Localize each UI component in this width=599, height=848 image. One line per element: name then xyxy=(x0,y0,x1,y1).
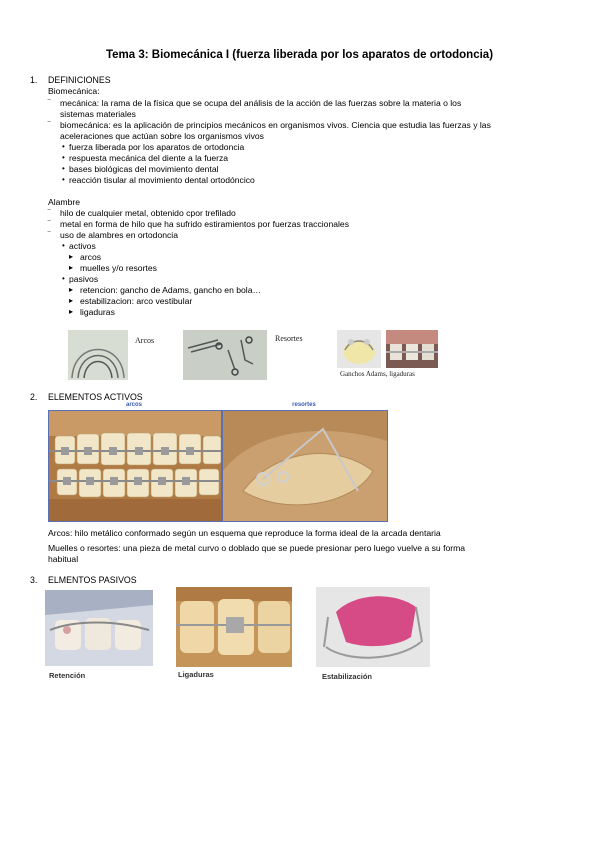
arch-wires-image xyxy=(68,330,128,380)
section-3-heading xyxy=(30,575,137,585)
caption-resortes: Resortes xyxy=(275,334,303,343)
definition-mecanica-cont: sistemas materiales xyxy=(60,109,136,119)
dash-bullet: ⁻ xyxy=(47,217,52,226)
arrow-bullet: ▸ xyxy=(69,285,74,294)
springs-illustration xyxy=(183,330,267,380)
adams-clasp-image xyxy=(337,330,381,368)
page-title: Tema 3: Biomecánica I (fuerza liberada por los aparatos de ortodoncia) xyxy=(105,49,494,61)
list-item: fuerza liberada por los aparatos de ortodoncia xyxy=(69,142,245,152)
definition-biomecanica: biomecánica: es la aplicación de principios mecánicos en organismos vivos. Ciencia que estudia las fuerzas y las xyxy=(60,120,491,130)
braces-arch-illustration xyxy=(49,411,221,521)
dash-bullet: ⁻ xyxy=(47,118,52,127)
arrow-bullet: ▸ xyxy=(69,263,74,272)
list-item: reacción tisular al movimiento dental ortodóncico xyxy=(69,175,255,185)
section-title: DEFINICIONES xyxy=(48,75,111,85)
section-2-heading xyxy=(30,392,143,402)
arrow-bullet: ▸ xyxy=(69,252,74,261)
springs-image xyxy=(183,330,267,380)
definition-muelles: Muelles o resortes: una pieza de metal curvo o doblado que se puede presionar pero luego vuelve a su forma xyxy=(48,543,466,553)
caption-arcos: Arcos xyxy=(135,336,155,345)
retention-photo xyxy=(45,590,153,666)
list-item: hilo de cualquier metal, obtenido cpor trefilado xyxy=(60,208,236,218)
dot-bullet: • xyxy=(62,175,65,184)
ligatures-photo xyxy=(176,587,292,667)
list-item: respuesta mecánica del diente a la fuerza xyxy=(69,153,229,163)
label-resortes: resortes xyxy=(292,402,316,408)
dash-bullet: ⁻ xyxy=(47,96,52,105)
list-item: ligaduras xyxy=(80,307,115,317)
dot-bullet: • xyxy=(62,164,65,173)
section-title: ELMENTOS PASIVOS xyxy=(48,575,137,585)
dot-bullet: • xyxy=(62,153,65,162)
definition-arcos: Arcos: hilo metálico conformado según un esquema que reproduce la forma ideal de la arcada dentaria xyxy=(48,528,441,538)
stabilization-illustration xyxy=(316,587,430,667)
section-number: 2. xyxy=(30,392,38,402)
arrow-bullet: ▸ xyxy=(69,296,74,305)
definition-mecanica: mecánica: la rama de la física que se ocupa del análisis de la acción de las fuerzas sobre la materia o los xyxy=(60,98,462,108)
section-number: 3. xyxy=(30,575,38,585)
caption-ganchos: Ganchos Adams, ligaduras xyxy=(340,370,415,378)
dash-bullet: ⁻ xyxy=(47,206,52,215)
list-item: estabilizacion: arco vestibular xyxy=(80,296,193,306)
list-item: metal en forma de hilo que ha sufrido estiramientos por fuerzas traccionales xyxy=(60,219,349,229)
adams-clasp-illustration xyxy=(337,330,381,368)
dot-bullet: • xyxy=(62,274,65,283)
arrow-bullet: ▸ xyxy=(69,307,74,316)
section-title: ELEMENTOS ACTIVOS xyxy=(48,392,143,402)
section-1-heading xyxy=(30,75,111,85)
list-item-pasivos: pasivos xyxy=(69,274,99,284)
subheading-biomecanica: Biomecánica: xyxy=(48,86,100,96)
list-item: bases biológicas del movimiento dental xyxy=(69,164,219,174)
braces-arch-photo xyxy=(48,410,222,522)
ligatures-image xyxy=(386,330,438,368)
dot-bullet: • xyxy=(62,142,65,151)
definition-muelles-cont: habitual xyxy=(48,554,79,564)
list-item-activos: activos xyxy=(69,241,96,251)
spring-illustration xyxy=(223,411,387,521)
list-item: arcos xyxy=(80,252,102,262)
caption-ligaduras: Ligaduras xyxy=(178,670,214,679)
definition-biomecanica-cont: aceleraciones que actúan sobre los organismos vivos xyxy=(60,131,264,141)
retention-illustration xyxy=(45,590,153,666)
subheading-alambre: Alambre xyxy=(48,197,80,207)
caption-retencion: Retención xyxy=(49,671,86,680)
arch-wires-illustration xyxy=(68,330,128,380)
dot-bullet: • xyxy=(62,241,65,250)
caption-estabilizacion: Estabilización xyxy=(322,672,373,681)
label-arcos: arcos xyxy=(125,402,142,408)
spring-photo xyxy=(222,410,388,522)
section-number: 1. xyxy=(30,75,38,85)
list-item: muelles y/o resortes xyxy=(80,263,157,273)
ligatures-illustration xyxy=(386,330,438,368)
list-item: uso de alambres en ortodoncia xyxy=(60,230,179,240)
dash-bullet: ⁻ xyxy=(47,228,52,237)
list-item: retencion: gancho de Adams, gancho en bola… xyxy=(80,285,262,295)
ligatures-photo-illustration xyxy=(176,587,292,667)
stabilization-photo xyxy=(316,587,430,667)
